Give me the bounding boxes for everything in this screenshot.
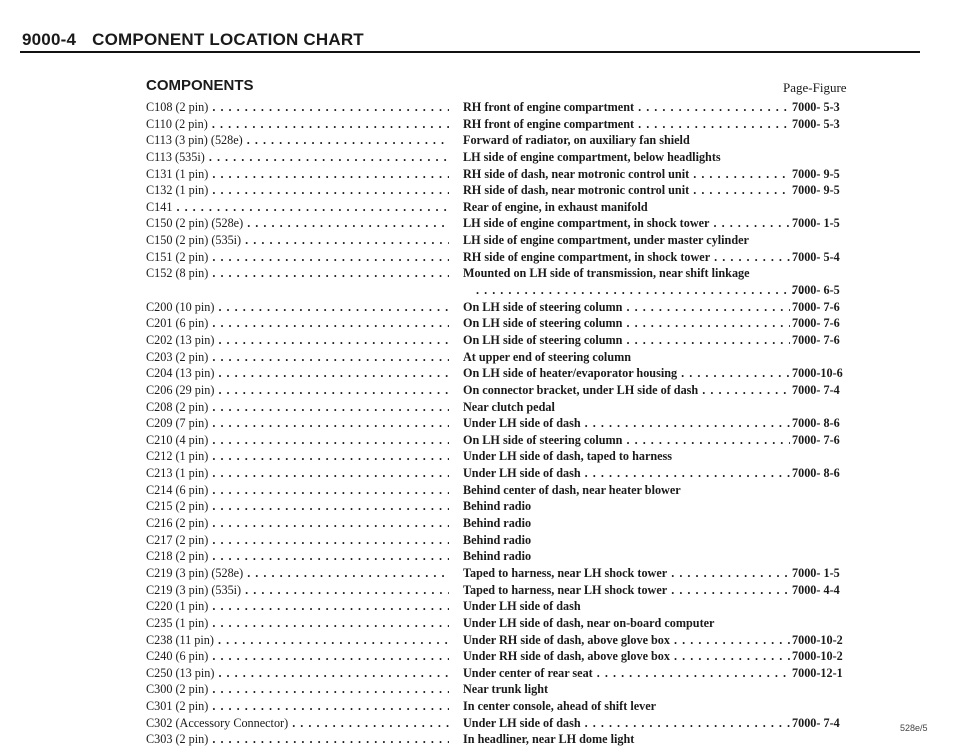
location-cell xyxy=(463,548,790,565)
table-row xyxy=(146,565,866,582)
location-cell xyxy=(463,715,790,732)
component-cell xyxy=(146,199,449,216)
component-cell xyxy=(146,615,449,632)
component-cell xyxy=(146,498,449,515)
page-figure-cell: 7000- 7-6 xyxy=(792,316,840,331)
component-cell xyxy=(146,681,449,698)
location-text: Under RH side of dash, above glove box . . . xyxy=(463,649,790,663)
location-cell xyxy=(463,582,790,599)
component-name: C203 (2 pin) . . . xyxy=(146,350,449,364)
location-cell xyxy=(463,249,790,266)
location-text: In headliner, near LH dome light xyxy=(463,732,635,747)
location-text: Under LH side of dash . . . xyxy=(463,466,790,480)
location-text: Taped to harness, near LH shock tower . . . xyxy=(463,583,790,597)
page-figure-cell: 7000- 8-6 xyxy=(792,416,840,431)
page-figure-cell: 7000-10-2 xyxy=(792,632,843,647)
component-name: C141 . . . xyxy=(146,200,449,214)
location-cell xyxy=(463,215,790,232)
component-cell xyxy=(146,166,449,183)
component-cell xyxy=(146,265,449,282)
page-figure-cell: 7000-12-1 xyxy=(792,665,843,680)
component-cell xyxy=(146,249,449,266)
component-name: C208 (2 pin) . . . xyxy=(146,400,449,414)
page-figure-heading: Page-Figure xyxy=(783,80,847,95)
location-cell xyxy=(463,399,790,416)
component-cell xyxy=(146,149,449,166)
component-name: C209 (7 pin) . . . xyxy=(146,416,449,430)
location-cell xyxy=(463,116,790,133)
component-cell xyxy=(146,448,449,465)
table-row xyxy=(146,349,866,366)
component-cell xyxy=(146,116,449,133)
component-name: C212 (1 pin) . . . xyxy=(146,449,449,463)
table-row xyxy=(146,365,866,382)
table-row xyxy=(146,598,866,615)
table-row xyxy=(146,665,866,682)
page-figure-cell: 7000- 1-5 xyxy=(792,216,840,231)
components-heading: COMPONENTS xyxy=(146,77,254,94)
location-text: Behind center of dash, near heater blower xyxy=(463,482,681,497)
page-figure-cell: 7000- 4-4 xyxy=(792,582,840,597)
page-figure-cell: 7000- 7-6 xyxy=(792,432,840,447)
location-text: Taped to harness, near LH shock tower . . . xyxy=(463,566,790,580)
component-name: C214 (6 pin) . . . xyxy=(146,483,449,497)
location-cell xyxy=(463,632,790,649)
location-cell xyxy=(463,232,790,249)
page-figure-cell: 7000-10-2 xyxy=(792,649,843,664)
table-row xyxy=(146,132,866,149)
component-cell xyxy=(146,548,449,565)
location-text: RH front of engine compartment . . . xyxy=(463,117,790,131)
page-figure-cell: 7000- 1-5 xyxy=(792,565,840,580)
header-rule xyxy=(20,51,920,53)
component-name: C218 (2 pin) . . . xyxy=(146,549,449,563)
table-row xyxy=(146,532,866,549)
page-figure-cell: 7000- 7-6 xyxy=(792,332,840,347)
component-name: C303 (2 pin) . . . xyxy=(146,732,449,746)
component-cell xyxy=(146,715,449,732)
location-text: Behind radio xyxy=(463,516,532,531)
table-row xyxy=(146,498,866,515)
page-title: COMPONENT LOCATION CHART xyxy=(92,30,364,49)
location-text: On LH side of steering column . . . xyxy=(463,300,790,314)
component-cell xyxy=(146,299,449,316)
location-text: RH side of engine compartment, in shock tower . . . xyxy=(463,250,790,264)
component-cell xyxy=(146,332,449,349)
location-cell xyxy=(463,681,790,698)
component-cell xyxy=(146,515,449,532)
component-cell xyxy=(146,182,449,199)
page-figure-cell: 7000- 5-3 xyxy=(792,116,840,131)
location-cell xyxy=(463,349,790,366)
location-cell xyxy=(463,166,790,183)
location-cell xyxy=(463,515,790,532)
location-cell xyxy=(463,265,790,282)
location-text: Rear of engine, in exhaust manifold xyxy=(463,199,648,214)
location-cell xyxy=(463,665,790,682)
component-cell xyxy=(146,415,449,432)
location-cell xyxy=(463,465,790,482)
location-cell xyxy=(463,365,790,382)
location-cell xyxy=(463,498,790,515)
location-text: Behind radio xyxy=(463,549,532,564)
page-figure-cell: 7000- 7-4 xyxy=(792,382,840,397)
location-text: Near clutch pedal xyxy=(463,399,555,414)
page-figure-cell: 7000- 7-4 xyxy=(792,715,840,730)
location-text: In center console, ahead of shift lever xyxy=(463,699,657,714)
location-cell xyxy=(463,598,790,615)
location-cell xyxy=(463,199,790,216)
component-name: C250 (13 pin) . . . xyxy=(146,666,449,680)
location-cell xyxy=(463,299,790,316)
component-cell xyxy=(146,132,449,149)
location-cell xyxy=(463,382,790,399)
component-cell xyxy=(146,532,449,549)
table-row xyxy=(146,382,866,399)
location-text: Under RH side of dash, above glove box . . . xyxy=(463,633,790,647)
location-text: Under LH side of dash . . . xyxy=(463,416,790,430)
location-text: Under LH side of dash, taped to harness xyxy=(463,449,673,464)
location-text: Behind radio xyxy=(463,499,532,514)
component-name: C202 (13 pin) . . . xyxy=(146,333,449,347)
table-row xyxy=(146,465,866,482)
component-cell xyxy=(146,648,449,665)
component-name: C219 (3 pin) (528e) . . . xyxy=(146,566,449,580)
table-row xyxy=(146,482,866,499)
component-name: C108 (2 pin) . . . xyxy=(146,100,449,114)
table-row xyxy=(146,215,866,232)
location-cell xyxy=(463,99,790,116)
location-text: Under LH side of dash xyxy=(463,599,581,614)
component-name: C216 (2 pin) . . . xyxy=(146,516,449,530)
location-text: On connector bracket, under LH side of dash . . . xyxy=(463,383,790,397)
page-figure-cell: 7000- 5-4 xyxy=(792,249,840,264)
component-name: C302 (Accessory Connector) . . . xyxy=(146,716,449,730)
location-cell xyxy=(463,315,790,332)
location-cell xyxy=(463,565,790,582)
component-cell xyxy=(146,399,449,416)
component-name: C215 (2 pin) . . . xyxy=(146,499,449,513)
location-text: Under LH side of dash, near on-board computer xyxy=(463,615,715,630)
location-text: RH side of dash, near motronic control unit . . . xyxy=(463,183,790,197)
location-text: RH front of engine compartment . . . xyxy=(463,100,790,114)
component-cell xyxy=(146,215,449,232)
component-name: C206 (29 pin) . . . xyxy=(146,383,449,397)
table-row xyxy=(146,681,866,698)
location-cell xyxy=(463,698,790,715)
component-cell xyxy=(146,232,449,249)
table-row xyxy=(146,199,866,216)
table-row xyxy=(146,116,866,133)
component-name: C150 (2 pin) (528e) . . . xyxy=(146,216,449,230)
table-row xyxy=(146,515,866,532)
location-text: Under LH side of dash . . . xyxy=(463,716,790,730)
table-row xyxy=(146,332,866,349)
component-cell xyxy=(146,632,449,649)
location-cell xyxy=(463,182,790,199)
component-name: C152 (8 pin) . . . xyxy=(146,266,449,280)
page-figure-cell: 7000- 9-5 xyxy=(792,166,840,181)
location-text xyxy=(476,283,803,297)
component-cell xyxy=(146,698,449,715)
table-row xyxy=(146,731,866,748)
location-text: LH side of engine compartment, below headlights xyxy=(463,149,721,164)
page-figure-cell: 7000- 5-3 xyxy=(792,100,840,114)
table-row xyxy=(146,715,866,732)
location-cell xyxy=(463,132,790,149)
table-row xyxy=(146,548,866,565)
component-name: C204 (13 pin) . . . xyxy=(146,366,449,380)
component-name: C150 (2 pin) (535i) . . . xyxy=(146,233,449,247)
location-text: LH side of engine compartment, in shock tower . . . xyxy=(463,216,790,230)
component-cell xyxy=(146,432,449,449)
component-name: C151 (2 pin) . . . xyxy=(146,250,449,264)
section-code: 9000-4 xyxy=(22,30,77,49)
component-cell xyxy=(146,582,449,599)
component-cell xyxy=(146,382,449,399)
location-cell xyxy=(476,282,803,299)
component-name: C113 (535i) . . . xyxy=(146,150,449,164)
component-cell xyxy=(146,482,449,499)
table-row xyxy=(146,632,866,649)
location-cell xyxy=(463,615,790,632)
component-name: C217 (2 pin) . . . xyxy=(146,533,449,547)
page-figure-cell: 7000- 6-5 xyxy=(792,283,840,298)
location-cell xyxy=(463,432,790,449)
location-text: Under center of rear seat . . . xyxy=(463,666,790,680)
table-row xyxy=(146,249,866,266)
table-row xyxy=(146,315,866,332)
page-code: 528e/5 xyxy=(900,723,928,733)
component-name: C301 (2 pin) . . . xyxy=(146,699,449,713)
component-name: C219 (3 pin) (535i) . . . xyxy=(146,583,449,597)
component-name: C220 (1 pin) . . . xyxy=(146,599,449,613)
component-name: C238 (11 pin) . . . xyxy=(146,633,449,647)
location-cell xyxy=(463,415,790,432)
location-cell xyxy=(463,149,790,166)
component-name: C131 (1 pin) . . . xyxy=(146,167,449,181)
component-name: C213 (1 pin) . . . xyxy=(146,466,449,480)
location-text: At upper end of steering column xyxy=(463,349,632,364)
table-row xyxy=(146,432,866,449)
component-cell xyxy=(146,665,449,682)
location-cell xyxy=(463,648,790,665)
location-cell xyxy=(463,532,790,549)
table-row xyxy=(146,448,866,465)
location-text: Behind radio xyxy=(463,532,532,547)
component-table xyxy=(146,99,866,748)
component-cell xyxy=(146,349,449,366)
page-figure-cell: 7000- 8-6 xyxy=(792,466,840,481)
table-row xyxy=(146,265,866,282)
table-row xyxy=(146,582,866,599)
table-row xyxy=(146,232,866,249)
component-name: C110 (2 pin) . . . xyxy=(146,117,449,131)
table-row xyxy=(146,648,866,665)
table-row xyxy=(146,149,866,166)
location-text: On LH side of steering column . . . xyxy=(463,316,790,330)
location-text: Near trunk light xyxy=(463,682,549,697)
location-cell xyxy=(463,332,790,349)
component-cell xyxy=(146,565,449,582)
component-name: C113 (3 pin) (528e) . . . xyxy=(146,133,449,147)
location-text: RH side of dash, near motronic control unit . . . xyxy=(463,167,790,181)
table-row xyxy=(146,698,866,715)
location-text: Mounted on LH side of transmission, near shift linkage xyxy=(463,266,750,281)
page-figure-cell: 7000-10-6 xyxy=(792,366,843,381)
location-cell xyxy=(463,482,790,499)
component-cell xyxy=(146,598,449,615)
location-text: On LH side of steering column . . . xyxy=(463,433,790,447)
component-cell xyxy=(146,315,449,332)
component-name: C200 (10 pin) . . . xyxy=(146,300,449,314)
component-name: C235 (1 pin) . . . xyxy=(146,616,449,630)
component-name: C300 (2 pin) . . . xyxy=(146,682,449,696)
component-name: C201 (6 pin) . . . xyxy=(146,316,449,330)
location-text: On LH side of steering column . . . xyxy=(463,333,790,347)
component-cell xyxy=(146,365,449,382)
table-row xyxy=(146,99,866,116)
location-text: On LH side of heater/evaporator housing . . . xyxy=(463,366,790,380)
table-row xyxy=(146,299,866,316)
location-text: LH side of engine compartment, under master cylinder xyxy=(463,233,749,248)
location-text: Forward of radiator, on auxiliary fan shield xyxy=(463,133,690,148)
page-header xyxy=(22,30,364,50)
table-row xyxy=(146,282,866,299)
page-figure-cell: 7000- 9-5 xyxy=(792,183,840,198)
table-row xyxy=(146,399,866,416)
table-row xyxy=(146,182,866,199)
component-cell xyxy=(146,99,449,116)
component-name: C210 (4 pin) . . . xyxy=(146,433,449,447)
location-cell xyxy=(463,448,790,465)
table-row xyxy=(146,166,866,183)
component-name: C132 (1 pin) . . . xyxy=(146,183,449,197)
table-row xyxy=(146,415,866,432)
page-figure-cell: 7000- 7-6 xyxy=(792,299,840,314)
component-name: C240 (6 pin) . . . xyxy=(146,649,449,663)
table-row xyxy=(146,615,866,632)
component-cell xyxy=(146,465,449,482)
